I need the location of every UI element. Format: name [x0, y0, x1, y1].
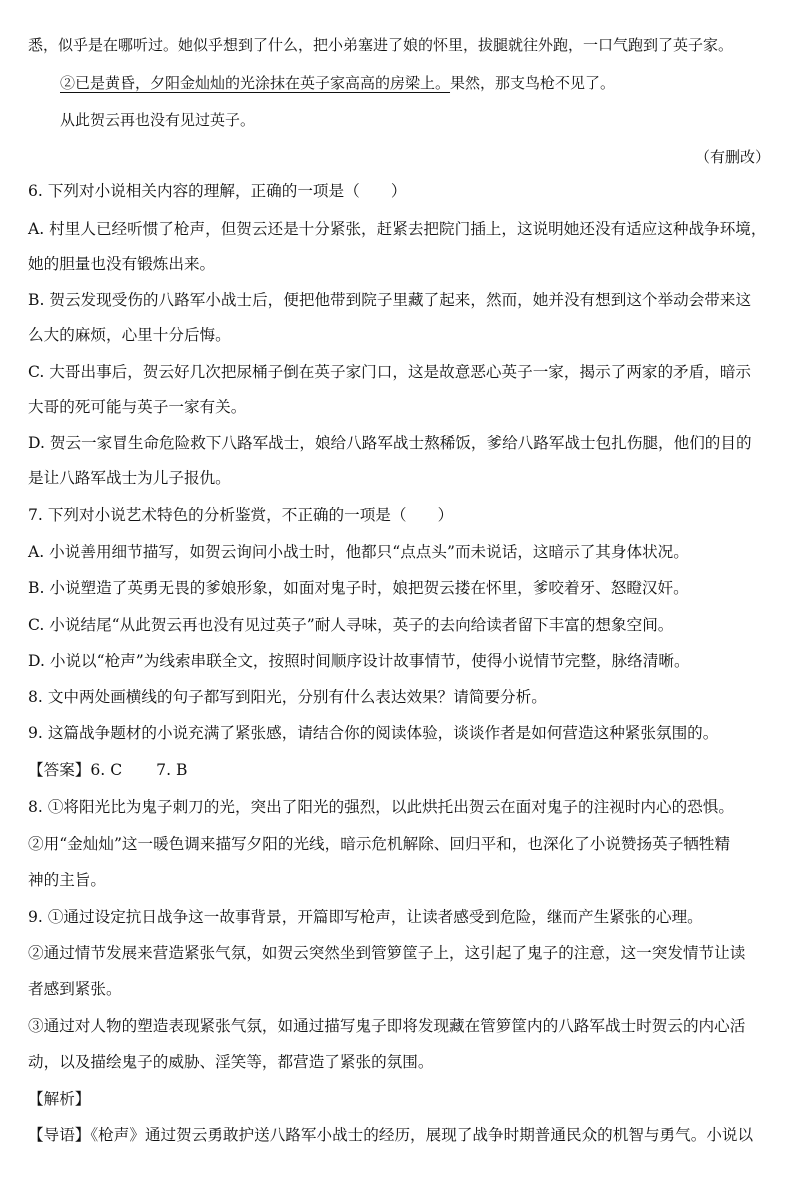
answer-8-line-3: 神的主旨。	[28, 871, 106, 889]
q6-option-b-line-1: B. 贺云发现受伤的八路军小战士后，便把他带到院子里藏了起来，然而，她并没有想到这个举动会带来这	[28, 291, 752, 309]
guide-label: 【导语】	[28, 1126, 91, 1144]
q6-option-c-line-2: 大哥的死可能与英子一家有关。	[28, 398, 247, 416]
question-8-stem: 8. 文中两处画横线的句子都写到阳光，分别有什么表达效果？请简要分析。	[28, 688, 547, 706]
guide-text: 《枪声》通过贺云勇敢护送八路军小战士的经历，展现了战争时期普通民众的机智与勇气。小说以	[90, 1126, 754, 1144]
answer-9-line-1: 9. ①通过设定抗日战争这一故事背景，开篇即写枪声，让读者感受到危险，继而产生紧张的心理。	[28, 908, 703, 926]
q6-option-d-line-2: 是让八路军战士为儿子报仇。	[28, 469, 231, 487]
q7-option-c: C. 小说结尾“从此贺云再也没有见过英子”耐人寻味，英子的去向给读者留下丰富的想象空间。	[28, 616, 674, 634]
answer-9-line-3: 者感到紧张。	[28, 980, 122, 998]
answer-9-line-2: ②通过情节发展来营造紧张气氛，如贺云突然坐到管箩筐子上，这引起了鬼子的注意，这一突发情节让读	[28, 944, 746, 962]
answer-line	[28, 760, 776, 780]
answer-9-line-5: 动，以及描绘鬼子的威胁、淫笑等，都营造了紧张的氛围。	[28, 1053, 434, 1071]
q7-option-b: B. 小说塑造了英勇无畏的爹娘形象，如面对鬼子时，娘把贺云搂在怀里，爹咬着牙、怒瞪汉奸。	[28, 579, 689, 597]
revision-note: （有删改）	[694, 148, 770, 166]
answer-8-line-1: 8. ①将阳光比为鬼子刺刀的光，突出了阳光的强烈，以此烘托出贺云在面对鬼子的注视时内心的恐惧。	[28, 798, 734, 816]
q7-option-a: A. 小说善用细节描写，如贺云询问小战士时，他都只“点点头”而未说话，这暗示了其身体状况。	[28, 543, 689, 561]
question-7-stem: 7. 下列对小说艺术特色的分析鉴赏，不正确的一项是（ ）	[28, 506, 454, 524]
q6-option-c-line-1: C. 大哥出事后，贺云好几次把尿桶子倒在英子家门口，这是故意恶心英子一家，揭示了两家的矛盾，暗示	[28, 363, 752, 381]
underlined-sentence-2: ②已是黄昏，夕阳金灿灿的光涂抹在英子家高高的房梁上。	[60, 74, 451, 92]
q6-option-a-line-1: A. 村里人已经听惯了枪声，但贺云还是十分紧张，赶紧去把院门插上，这说明她还没有适应这种战争环境，	[28, 220, 767, 238]
story-line-1: 悉，似乎是在哪听过。她似乎想到了什么，把小弟塞进了娘的怀里，拔腿就往外跑，一口气跑到了英子家。	[28, 36, 734, 54]
story-line-2	[60, 73, 776, 93]
analysis-label: 【解析】	[28, 1090, 91, 1108]
answer-label: 【答案】	[28, 761, 91, 779]
q7-option-d: D. 小说以“枪声”为线索串联全文，按照时间顺序设计故事情节，使得小说情节完整，脉络清晰。	[28, 652, 690, 670]
story-line-3: 从此贺云再也没有见过英子。	[60, 111, 256, 129]
guide-line	[28, 1125, 776, 1145]
story-line-2-rest: 果然，那支鸟枪不见了。	[450, 74, 616, 92]
q6-option-a-line-2: 她的胆量也没有锻炼出来。	[28, 255, 216, 273]
q6-option-b-line-2: 么大的麻烦，心里十分后悔。	[28, 326, 231, 344]
answer-6: 6. C	[90, 761, 123, 779]
question-9-stem: 9. 这篇战争题材的小说充满了紧张感，请结合你的阅读体验，谈谈作者是如何营造这种紧张氛围的。	[28, 724, 719, 742]
q6-option-d-line-1: D. 贺云一家冒生命危险救下八路军战士，娘给八路军战士熬稀饭，爹给八路军战士包扎伤腿，他们的目的	[28, 434, 752, 452]
question-6-stem: 6. 下列对小说相关内容的理解，正确的一项是（ ）	[28, 182, 407, 200]
answer-8-line-2: ②用“金灿灿”这一暖色调来描写夕阳的光线，暗示危机解除、回归平和，也深化了小说赞扬英子牺牲精	[28, 835, 731, 853]
answer-9-line-4: ③通过对人物的塑造表现紧张气氛，如通过描写鬼子即将发现藏在管箩筐内的八路军战士时贺云的内心活	[28, 1017, 746, 1035]
answer-7: 7. B	[156, 761, 188, 779]
